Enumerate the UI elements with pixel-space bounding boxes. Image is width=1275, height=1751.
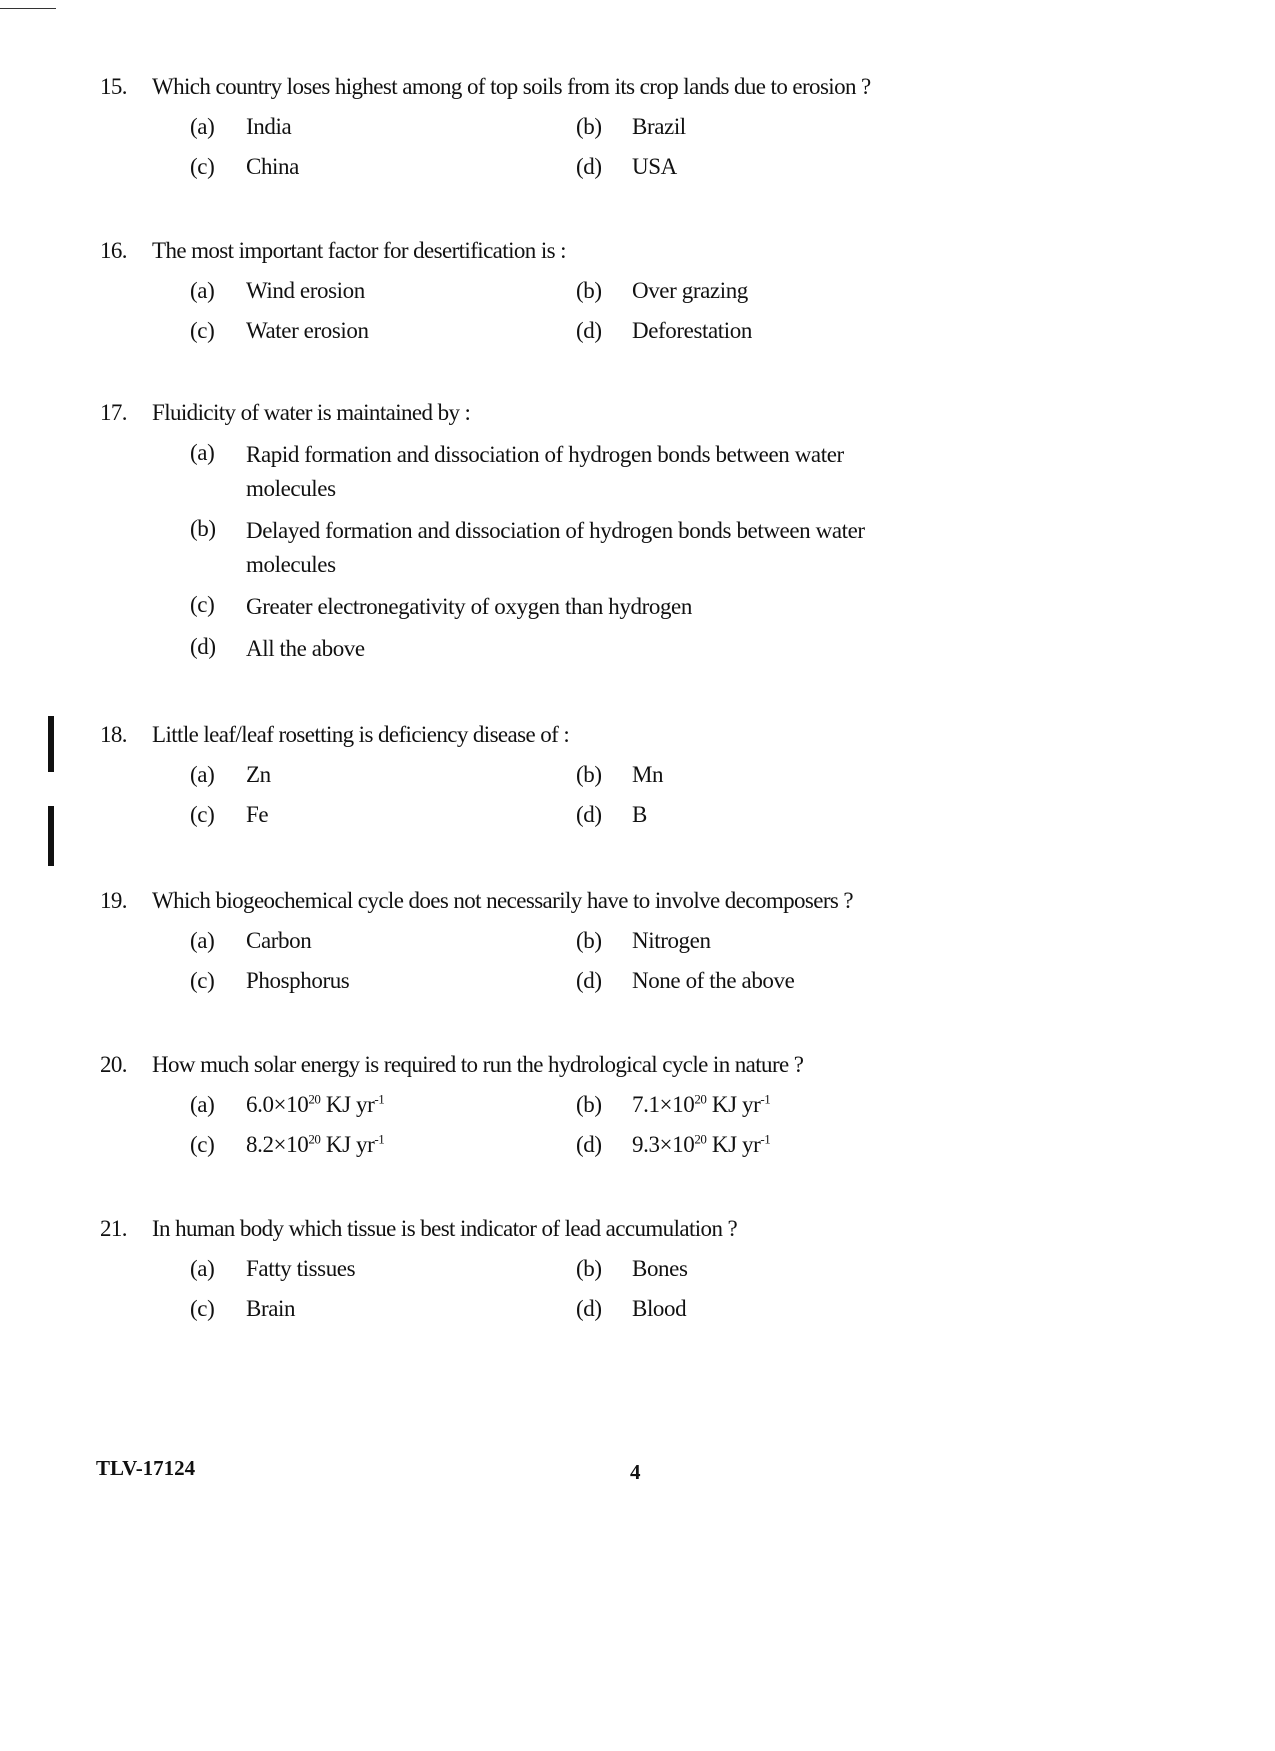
question-16 <box>100 236 950 346</box>
question-text: Which country loses highest among of top soils from its crop lands due to erosion ? <box>152 74 871 99</box>
option-a <box>190 112 576 142</box>
options <box>190 1254 950 1324</box>
option-a <box>190 276 576 306</box>
option-letter: (a) <box>190 114 215 139</box>
option-c <box>190 1130 576 1160</box>
option-b <box>190 514 950 582</box>
option-letter: (d) <box>576 968 602 993</box>
option-d <box>576 800 876 830</box>
option-letter: (d) <box>190 634 216 659</box>
option-letter: (a) <box>190 1092 215 1117</box>
options <box>190 760 950 830</box>
option-a <box>190 1090 576 1120</box>
question-15 <box>100 72 950 182</box>
option-text: Zn <box>246 762 271 787</box>
options <box>190 1090 950 1160</box>
option-text: Fatty tissues <box>246 1256 356 1281</box>
options <box>190 926 950 996</box>
question-text: The most important factor for desertification is : <box>152 238 566 263</box>
question-number: 20. <box>100 1052 127 1077</box>
option-letter: (d) <box>576 1132 602 1157</box>
option-text: All the above <box>246 636 365 661</box>
option-letter: (b) <box>576 114 602 139</box>
option-b <box>576 1090 876 1120</box>
question-text: Fluidicity of water is maintained by : <box>152 400 471 425</box>
option-text: China <box>246 154 299 179</box>
option-c <box>190 152 576 182</box>
option-letter: (d) <box>576 318 602 343</box>
option-letter: (b) <box>190 516 216 541</box>
options <box>190 438 950 666</box>
option-letter: (a) <box>190 1256 215 1281</box>
option-text: None of the above <box>632 968 795 993</box>
option-text: 9.3×10 <box>632 1132 695 1157</box>
option-unit: KJ yr <box>706 1092 761 1117</box>
option-letter: (d) <box>576 154 602 179</box>
option-c <box>190 800 576 830</box>
question-number: 16. <box>100 238 127 263</box>
exam-code: TLV-17124 <box>96 1456 196 1480</box>
question-text: How much solar energy is required to run the hydrological cycle in nature ? <box>152 1052 804 1077</box>
question-17 <box>100 398 950 674</box>
question-19 <box>100 886 950 996</box>
option-text: Rapid formation and dissociation of hydrogen bonds between water molecules <box>246 442 844 501</box>
question-number: 19. <box>100 888 127 913</box>
option-letter: (b) <box>576 762 602 787</box>
question-text: Which biogeochemical cycle does not necessarily have to involve decomposers ? <box>152 888 854 913</box>
option-text: USA <box>632 154 677 179</box>
binding-mark-top <box>48 716 54 772</box>
option-unit-exponent: -1 <box>760 1091 771 1107</box>
option-exponent: 20 <box>308 1131 321 1147</box>
option-d <box>190 632 950 666</box>
options <box>190 276 950 346</box>
binding-mark-bottom <box>48 806 54 866</box>
option-text: Blood <box>632 1296 687 1321</box>
option-d <box>576 316 876 346</box>
option-d <box>576 1294 876 1324</box>
option-text: Greater electronegativity of oxygen than hydrogen <box>246 594 692 619</box>
option-b <box>576 760 876 790</box>
option-b <box>576 276 876 306</box>
option-text: Carbon <box>246 928 312 953</box>
option-c <box>190 316 576 346</box>
option-letter: (c) <box>190 318 215 343</box>
option-letter: (b) <box>576 1092 602 1117</box>
question-text: In human body which tissue is best indicator of lead accumulation ? <box>152 1216 738 1241</box>
option-text: 8.2×10 <box>246 1132 309 1157</box>
option-b <box>576 1254 876 1284</box>
option-text: Brazil <box>632 114 686 139</box>
option-text: 6.0×10 <box>246 1092 309 1117</box>
option-letter: (b) <box>576 278 602 303</box>
option-a <box>190 1254 576 1284</box>
option-letter: (a) <box>190 278 215 303</box>
option-a <box>190 926 576 956</box>
option-unit: KJ yr <box>706 1132 761 1157</box>
option-letter: (c) <box>190 968 215 993</box>
option-letter: (c) <box>190 154 215 179</box>
question-21 <box>100 1214 950 1324</box>
option-value <box>246 1130 384 1160</box>
option-text: Over grazing <box>632 278 748 303</box>
option-exponent: 20 <box>694 1091 707 1107</box>
question-number: 21. <box>100 1216 127 1241</box>
option-unit-exponent: -1 <box>760 1131 771 1147</box>
option-text: Water erosion <box>246 318 369 343</box>
option-text: 7.1×10 <box>632 1092 695 1117</box>
option-unit: KJ yr <box>320 1092 375 1117</box>
top-rule <box>0 8 56 9</box>
option-unit-exponent: -1 <box>374 1131 385 1147</box>
option-text: Fe <box>246 802 269 827</box>
option-letter: (d) <box>576 802 602 827</box>
option-text: Nitrogen <box>632 928 711 953</box>
option-d <box>576 152 876 182</box>
option-text: Phosphorus <box>246 968 350 993</box>
option-unit: KJ yr <box>320 1132 375 1157</box>
option-letter: (b) <box>576 928 602 953</box>
option-value <box>632 1090 770 1120</box>
option-text: Mn <box>632 762 664 787</box>
options <box>190 112 950 182</box>
option-value <box>632 1130 770 1160</box>
option-c <box>190 590 950 624</box>
option-c <box>190 1294 576 1324</box>
option-letter: (d) <box>576 1296 602 1321</box>
option-exponent: 20 <box>308 1091 321 1107</box>
option-text: Bones <box>632 1256 688 1281</box>
option-letter: (a) <box>190 762 215 787</box>
option-letter: (a) <box>190 440 215 465</box>
option-text: India <box>246 114 292 139</box>
option-text: Delayed formation and dissociation of hydrogen bonds between water molecules <box>246 518 865 577</box>
option-text: Deforestation <box>632 318 752 343</box>
question-18 <box>100 720 950 830</box>
option-letter: (c) <box>190 592 215 617</box>
option-text: Wind erosion <box>246 278 365 303</box>
question-20 <box>100 1050 950 1160</box>
option-b <box>576 112 876 142</box>
option-d <box>576 966 876 996</box>
page-number: 4 <box>630 1460 641 1484</box>
option-b <box>576 926 876 956</box>
question-number: 18. <box>100 722 127 747</box>
option-value <box>246 1090 384 1120</box>
question-text: Little leaf/leaf rosetting is deficiency disease of : <box>152 722 570 747</box>
option-letter: (c) <box>190 1296 215 1321</box>
option-a <box>190 760 576 790</box>
question-number: 15. <box>100 74 127 99</box>
option-text: Brain <box>246 1296 296 1321</box>
option-letter: (c) <box>190 1132 215 1157</box>
option-c <box>190 966 576 996</box>
option-exponent: 20 <box>694 1131 707 1147</box>
option-letter: (c) <box>190 802 215 827</box>
question-number: 17. <box>100 400 127 425</box>
option-letter: (b) <box>576 1256 602 1281</box>
option-letter: (a) <box>190 928 215 953</box>
option-unit-exponent: -1 <box>374 1091 385 1107</box>
option-a <box>190 438 950 506</box>
option-d <box>576 1130 876 1160</box>
option-text: B <box>632 802 647 827</box>
